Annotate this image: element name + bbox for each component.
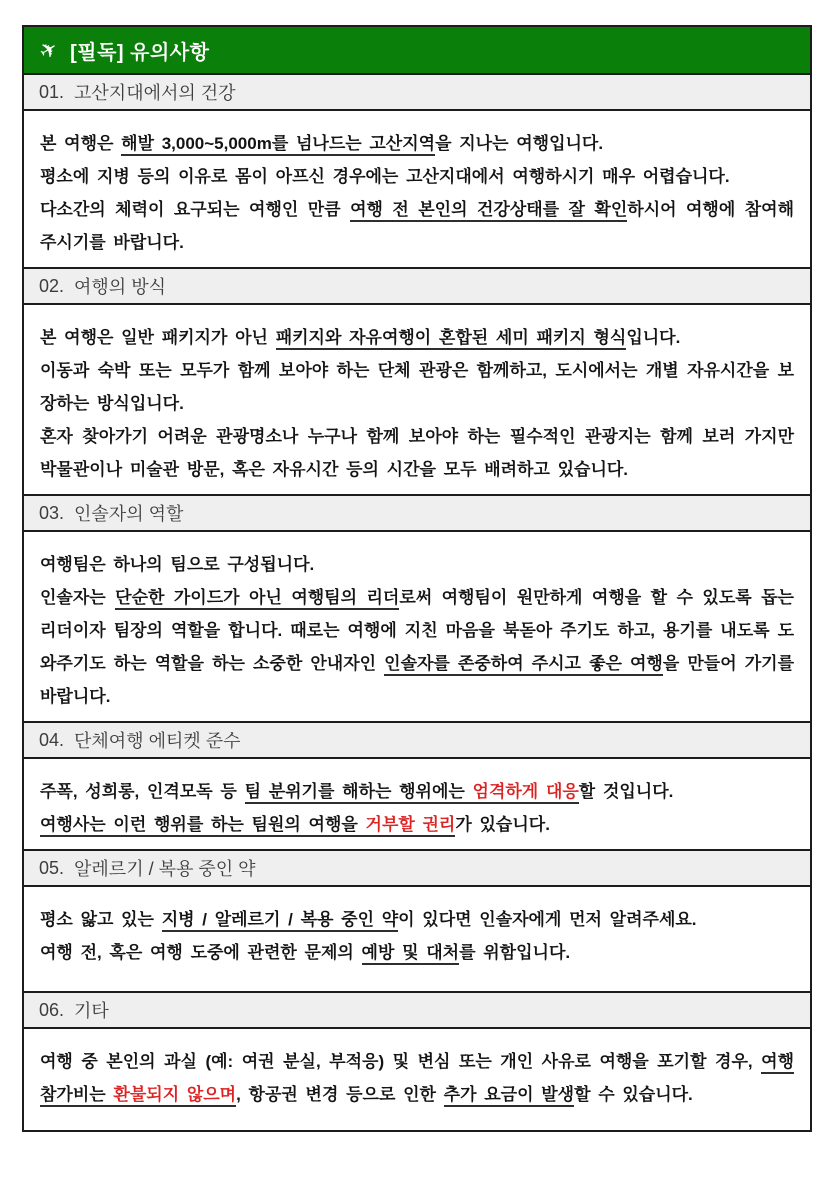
- paragraph: [40, 193, 794, 259]
- text-run: 여행 참가비는: [40, 1052, 794, 1107]
- paragraph: [40, 936, 794, 969]
- paragraph: [40, 775, 794, 808]
- document-header: [24, 27, 810, 73]
- notice-document: [22, 25, 812, 1132]
- paragraph: [40, 160, 794, 193]
- section-header: [24, 267, 810, 303]
- text-run: 할 수 있습니다.: [574, 1085, 693, 1104]
- text-run: 이 있다면 인솔자에게 먼저 알려주세요.: [398, 910, 697, 929]
- text-run: 을 지나는 여행입니다.: [435, 134, 604, 153]
- section-body: [24, 530, 810, 721]
- text-run: 평소에 지병 등의 이유로 몸이 아프신 경우에는 고산지대에서 여행하시기 매우 어렵습니다.: [40, 167, 730, 186]
- section-number: 05.: [39, 857, 65, 878]
- section-body: [24, 1027, 810, 1130]
- section-title: 인솔자의 역할: [74, 504, 184, 524]
- section-title: 단체여행 에티켓 준수: [74, 731, 241, 751]
- text-run: 여행사는 이런 행위를 하는 팀원의 여행을: [40, 815, 366, 837]
- text-run: 여행팀은 하나의 팀으로 구성됩니다.: [40, 555, 315, 574]
- text-run: 예방 및 대처: [362, 943, 460, 965]
- section-body: [24, 109, 810, 267]
- text-run: 추가 요금이 발생: [444, 1085, 574, 1107]
- text-run: 여행 전 본인의 건강상태를 잘 확인: [350, 200, 627, 222]
- paragraph: [40, 354, 794, 420]
- section-header: [24, 721, 810, 757]
- section-body: [24, 757, 810, 849]
- text-run: 환불되지 않으며: [113, 1085, 236, 1107]
- section-number: 06.: [39, 999, 65, 1020]
- text-run: 입니다.: [626, 328, 681, 347]
- text-run: 해발 3,000~5,000m를 넘나드는 고산지역: [121, 134, 435, 156]
- section-body: [24, 885, 810, 991]
- text-run: 평소 앓고 있는: [40, 910, 162, 929]
- section-header: [24, 849, 810, 885]
- text-run: 인솔자를 존중하여 주시고 좋은 여행: [384, 654, 663, 676]
- document-title: [필독] 유의사항: [70, 41, 210, 64]
- text-run: 여행 전, 혹은 여행 도중에 관련한 문제의: [40, 943, 362, 962]
- text-run: 본 여행은 일반 패키지가 아닌: [40, 328, 276, 347]
- section-header: [24, 494, 810, 530]
- paragraph: [40, 420, 794, 486]
- section-title: 고산지대에서의 건강: [74, 83, 236, 103]
- section-number: 04.: [39, 729, 65, 750]
- text-run: 주폭, 성희롱, 인격모독 등: [40, 782, 245, 801]
- paragraph: [40, 127, 794, 160]
- text-run: 하시어 여행에 참여해 주시기를 바랍니다.: [40, 200, 794, 252]
- section-header: [24, 73, 810, 109]
- text-run: 패키지와 자유여행이 혼합된 세미 패키지 형식: [276, 328, 627, 350]
- airplane-icon: ✈: [35, 35, 63, 65]
- section-title: 여행의 방식: [74, 277, 166, 297]
- paragraph: [40, 903, 794, 936]
- text-run: 을 만들어 가기를 바랍니다.: [40, 654, 794, 706]
- section-number: 03.: [39, 502, 65, 523]
- paragraph: [40, 321, 794, 354]
- text-run: 인솔자는: [40, 588, 116, 607]
- section-number: 02.: [39, 275, 65, 296]
- text-run: 지병 / 알레르기 / 복용 중인 약: [162, 910, 398, 932]
- text-run: 본 여행은: [40, 134, 122, 153]
- paragraph: [40, 1045, 794, 1111]
- section-number: 01.: [39, 81, 65, 102]
- text-run: 여행 중 본인의 과실 (예: 여권 분실, 부적응) 및 변심 또는 개인 사유로 여행을 포기할 경우,: [40, 1052, 762, 1071]
- section-body: [24, 303, 810, 494]
- text-run: 혼자 찾아가기 어려운 관광명소나 누구나 함께 보아야 하는 필수적인 관광지는 함께 보러 가지만 박물관이나 미술관 방문, 혹은 자유시간 등의 시간을 모두 배려하고 있습니다.: [40, 427, 794, 479]
- text-run: 가 있습니다.: [455, 815, 550, 834]
- paragraph: [40, 808, 794, 841]
- section-header: [24, 991, 810, 1027]
- text-run: 할 것입니다.: [578, 782, 674, 801]
- text-run: 단순한 가이드가 아닌 여행팀의 리더: [115, 588, 399, 610]
- text-run: 로써 여행팀이 원만하게 여행을 할 수 있도록 돕는 리더이자 팀장의 역할을 합니다. 때로는 여행에 지친 마음을 북돋아 주기도 하고, 용기를 내도록 도와주기도 하는 역할을 하는 소중한 안내자인: [40, 588, 794, 673]
- text-run: 거부할 권리: [366, 815, 456, 837]
- section-title: 기타: [74, 1001, 109, 1021]
- text-run: 를 위함입니다.: [459, 943, 571, 962]
- section-title: 알레르기 / 복용 중인 약: [74, 859, 256, 879]
- text-run: 이동과 숙박 또는 모두가 함께 보아야 하는 단체 관광은 함께하고, 도시에서는 개별 자유시간을 보장하는 방식입니다.: [40, 361, 794, 413]
- text-run: 다소간의 체력이 요구되는 여행인 만큼: [40, 200, 351, 219]
- paragraph: [40, 548, 794, 581]
- text-run: 팀 분위기를 해하는 행위에는: [245, 782, 473, 804]
- text-run: , 항공권 변경 등으로 인한: [236, 1085, 444, 1104]
- text-run: 엄격하게 대응: [473, 782, 579, 804]
- paragraph: [40, 581, 794, 713]
